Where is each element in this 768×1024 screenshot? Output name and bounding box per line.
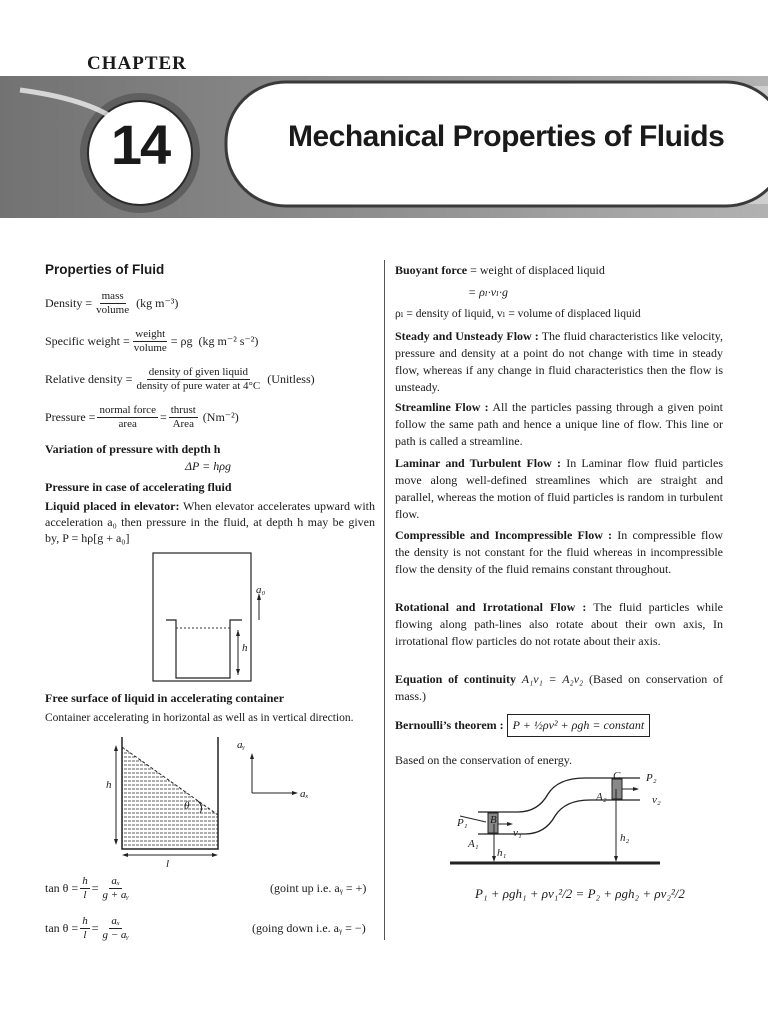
- bernoulli-note: Based on the conservation of energy.: [395, 753, 572, 767]
- tan2-f2d: g − aᵧ: [102, 929, 129, 941]
- streamline-heading: Streamline Flow :: [395, 400, 489, 414]
- chapter-label: CHAPTER: [87, 53, 187, 74]
- label-C: C: [613, 770, 621, 782]
- sw-unit: (kg m⁻² s⁻²): [198, 334, 259, 348]
- bernoulli-heading: Bernoulli’s theorem :: [395, 718, 504, 732]
- continuity-note: (Based on conservation of mass.): [395, 672, 724, 703]
- label-h2: h₂: [620, 832, 630, 844]
- bernoulli-figure: [450, 770, 665, 870]
- container-figure: [100, 735, 330, 860]
- steady-text: The fluid characteristics like velocity, pressure and density at a point do not change with time in steady flow, whereas if any change in fluid characteristics then the flow is unsteady.: [395, 329, 723, 394]
- buoyant-text: = weight of displaced liquid: [470, 263, 605, 277]
- pressure-den1: area: [118, 418, 137, 430]
- container-height-label: h: [106, 779, 112, 791]
- rd-label: Relative density: [45, 372, 123, 386]
- steady-heading: Steady and Unsteady Flow :: [395, 329, 539, 343]
- relative-density-formula: Relative density = $\frac{\text{density of given liquid}}{\text{density of pure water at 4°C}}$ (Unitless): [45, 366, 315, 392]
- label-B: B: [490, 814, 497, 826]
- ay-label: aᵧ: [237, 739, 246, 751]
- bernoulli-final-equation: P₁ + ρgh₁ + ρv₁²/2 = P₂ + ρgh₂ + ρv₂²/2: [475, 886, 685, 901]
- section-title: Properties of Fluid: [45, 262, 165, 277]
- label-v2: v₂: [652, 794, 661, 806]
- elevator-heading: Liquid placed in elevator:: [45, 499, 180, 513]
- pressure-label: Pressure: [45, 410, 86, 424]
- streamline-paragraph: [395, 399, 723, 450]
- sw-mid: = ρg: [170, 334, 193, 348]
- ax-label: aₓ: [300, 788, 309, 800]
- tan-equation-down: tan θ = $\frac{h}{l}$ = $\frac{\text{aₓ}}{\text{g − aᵧ}}$: [45, 915, 129, 941]
- container-length-label: l: [166, 858, 170, 870]
- elevator-text: When elevator accelerates upward with acceleration a₀ then pressure in the fluid, at depth h may be given by, P = hρ[g + a₀]: [45, 499, 375, 545]
- rd-unit: (Unitless): [267, 372, 315, 386]
- density-den: volume: [96, 304, 130, 316]
- specific-weight-formula: Specific weight = $\frac{\text{weight}}{\text{volume}}$ = ρg (kg m⁻² s⁻²): [45, 328, 259, 354]
- tan1-note: (goint up i.e. aᵧ = +): [270, 881, 367, 895]
- tan2-f1n: h: [82, 915, 88, 927]
- chapter-title: Mechanical Properties of Fluids: [288, 120, 725, 153]
- continuity-paragraph: [395, 671, 723, 705]
- rotational-text: The fluid particles while flowing along path-lines also rotate about their own axis, In irrotational flow particles do not rotate about their axis.: [395, 600, 723, 648]
- streamline-text: All the particles passing through a given point follow the same path and hence a unique line of flow. This line or path is called a streamline.: [395, 400, 723, 448]
- pressure-num2: thrust: [170, 404, 196, 416]
- variation-equation: ΔP = hρg: [185, 459, 232, 473]
- bernoulli-equation: P + ½ρv² + ρgh = constant: [507, 714, 651, 737]
- tan1-f1n: h: [82, 875, 88, 887]
- elevator-figure: [150, 550, 280, 685]
- compressible-paragraph: [395, 527, 723, 578]
- continuity-equation: A₁v₁ = A₂v₂: [521, 672, 584, 686]
- label-h1: h₁: [497, 847, 507, 859]
- pressure-den2: Area: [172, 418, 194, 430]
- tan1-lhs: tan θ =: [45, 881, 79, 895]
- label-P2: P₂: [646, 772, 657, 784]
- pressure-num1: normal force: [99, 404, 156, 416]
- sw-num: weight: [135, 328, 166, 340]
- elevator-accel-label: a₀: [256, 584, 266, 596]
- container-theta-label: θ: [184, 800, 190, 812]
- buoyant-line: [395, 262, 605, 279]
- free-surface-heading: Free surface of liquid in accelerating container: [45, 691, 285, 705]
- pressure-formula: Pressure = $\frac{\text{normal force}}{\text{area}}$ = $\frac{\text{thrust}}{\text{Area}}$ (Nm⁻²): [45, 404, 239, 430]
- label-A2: A₂: [596, 791, 607, 803]
- free-surface-text: Container accelerating in horizontal as well as in vertical direction.: [45, 712, 354, 724]
- column-divider: [384, 260, 385, 940]
- compressible-heading: Compressible and Incompressible Flow :: [395, 528, 613, 542]
- rd-den: density of pure water at 4°C: [136, 380, 261, 392]
- accel-heading: Pressure in case of accelerating fluid: [45, 480, 232, 494]
- variation-heading: Variation of pressure with depth h: [45, 442, 221, 456]
- density-label: Density: [45, 296, 83, 310]
- continuity-heading: Equation of continuity: [395, 672, 516, 686]
- buoyant-heading: Buoyant force: [395, 263, 468, 277]
- bernoulli-line: [395, 714, 650, 737]
- laminar-paragraph: [395, 455, 723, 523]
- tan2-note: (going down i.e. aᵧ = −): [252, 921, 366, 935]
- tan2-f1d: l: [83, 929, 87, 941]
- buoyant-equation: = ρₗ·vₗ·g: [468, 285, 509, 299]
- tan2-lhs: tan θ =: [45, 921, 79, 935]
- tan1-f1d: l: [83, 889, 87, 901]
- tan1-f2n: aₓ: [111, 875, 121, 887]
- rotational-paragraph: [395, 599, 723, 650]
- laminar-heading: Laminar and Turbulent Flow :: [395, 456, 561, 470]
- tan1-f2d: g + aᵧ: [102, 889, 129, 901]
- density-num: mass: [101, 290, 124, 302]
- tan-equation-up: tan θ = $\frac{h}{l}$ = $\frac{\text{aₓ}}{\text{g + aᵧ}}$: [45, 875, 129, 901]
- steady-paragraph: [395, 328, 723, 396]
- elevator-depth-label: h: [242, 642, 248, 654]
- rd-num: density of given liquid: [148, 366, 248, 378]
- elevator-paragraph: [45, 498, 375, 546]
- pressure-unit: (Nm⁻²): [202, 410, 239, 424]
- label-A1: A₁: [468, 838, 479, 850]
- rotational-heading: Rotational and Irrotational Flow :: [395, 600, 587, 614]
- laminar-text: In Laminar flow fluid particles move along well-defined streamlines which are straight and parallel, whereas the motion of fluid particles is random in turbulent flow.: [395, 456, 724, 521]
- density-formula: Density = $\frac{\text{mass}}{\text{volume}}$ (kg m⁻³): [45, 290, 179, 316]
- tan2-f2n: aₓ: [111, 915, 121, 927]
- sw-den: volume: [133, 342, 167, 354]
- label-v1: v₁: [513, 827, 522, 839]
- label-P1: P₁: [457, 817, 468, 829]
- density-unit: (kg m⁻³): [136, 296, 179, 310]
- buoyant-note: ρₗ = density of liquid, vₗ = volume of displaced liquid: [395, 308, 641, 320]
- chapter-number: 14: [110, 113, 170, 176]
- compressible-text: In compressible flow the density is not constant for the fluid whereas in incompressible flow the density of the fluid remains constant throughout.: [395, 528, 724, 576]
- sw-label: Specific weight: [45, 334, 120, 348]
